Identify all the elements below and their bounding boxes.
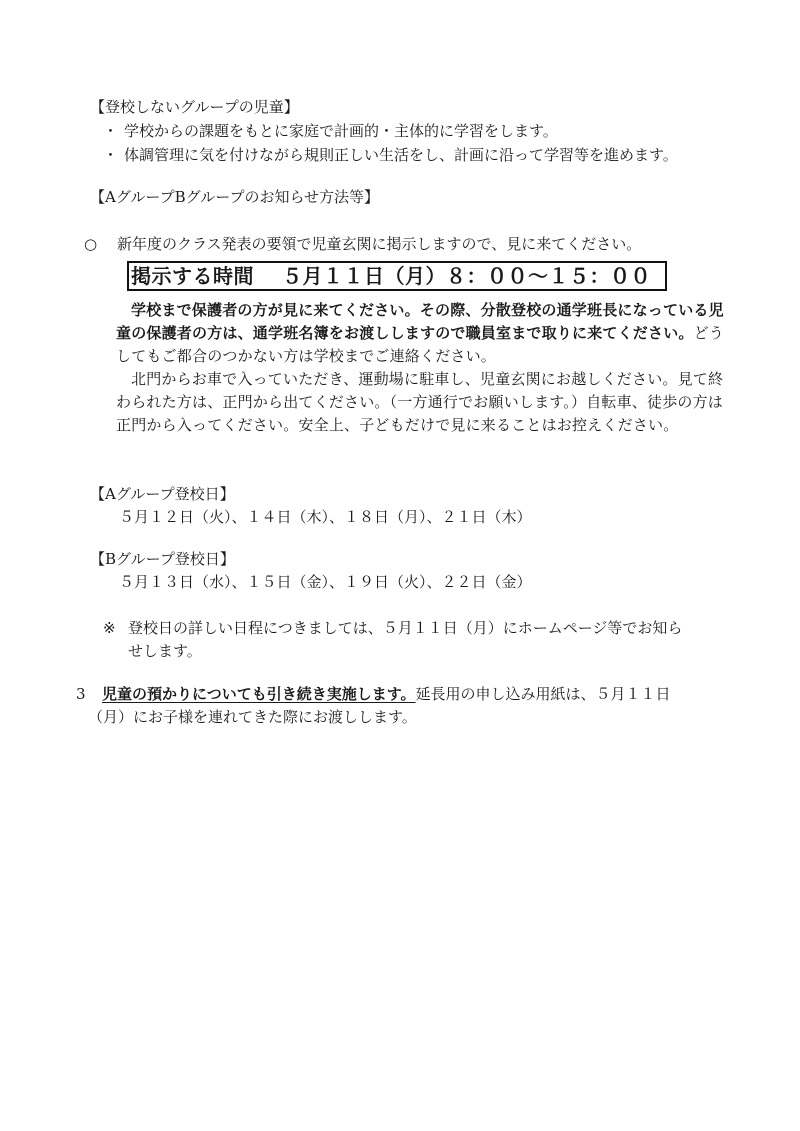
section-3-number: 3 — [76, 685, 86, 703]
note-mark: ※ — [103, 619, 116, 637]
section-3-line-2: （月）にお子様を連れてきた際にお渡しします。 — [88, 708, 417, 726]
no-attend-bullet-2: 体調管理に気を付けながら規則正しい生活をし、計画に沿って学習等を進めます。 — [124, 146, 678, 164]
note-line-1: 登校日の詳しい日程につきましては、５月１１日（月）にホームページ等でお知ら — [128, 619, 683, 637]
group-b-heading: 【Bグループ登校日】 — [90, 550, 235, 568]
posting-time-label: 掲示する時間 — [131, 264, 254, 288]
notice-circle-text: 新年度のクラス発表の要領で児童玄関に掲示しますので、見に来てください。 — [117, 235, 642, 253]
group-a-dates: ５月１２日（火）、１４日（木）、１８日（月）、２１日（木） — [119, 508, 532, 526]
bullet-dot: ・ — [103, 146, 119, 164]
posting-time-value: ５月１１日（月）８：００～１５：００ — [281, 264, 651, 288]
no-attend-bullet-1: 学校からの課題をもとに家庭で計画的・主体的に学習をします。 — [124, 122, 558, 140]
note-line-2: せします。 — [128, 642, 202, 660]
notice-heading: 【AグループBグループのお知らせ方法等】 — [90, 188, 380, 206]
section-3-underlined: 児童の預かりについても引き続き実施します。 — [102, 685, 416, 703]
no-attend-heading: 【登校しないグループの児童】 — [90, 98, 299, 116]
notice-paragraph-1-normal: どうしてもご都合のつかない方は学校までご連絡ください。 — [116, 324, 725, 365]
notice-paragraph-2: 北門からお車で入っていただき、運動場に駐車し、児童玄関にお越しください。見て終わられた方は、正門から出てください。（一方通行でお願いします。）自転車、徒歩の方は正門から入ってください。安全上、子どもだけで見に来ることはお控えください。 — [116, 370, 724, 434]
notice-paragraph-1-bold: 学校まで保護者の方が見に来てください。その際、分散登校の通学班長になっている児童の保護者の方は、通学班名簿をお渡ししますので職員室まで取りに来てください。 — [116, 301, 724, 342]
circle-mark: ○ — [84, 235, 98, 253]
group-a-heading: 【Aグループ登校日】 — [90, 485, 235, 503]
bullet-dot: ・ — [103, 122, 119, 140]
posting-time-box — [127, 261, 667, 291]
section-3-rest: 延長用の申し込み用紙は、５月１１日 — [415, 685, 671, 703]
group-b-dates: ５月１３日（水）、１５日（金）、１９日（火）、２２日（金） — [119, 573, 532, 591]
notice-paragraph-1 — [116, 299, 732, 368]
section-3-line-1 — [102, 683, 671, 706]
